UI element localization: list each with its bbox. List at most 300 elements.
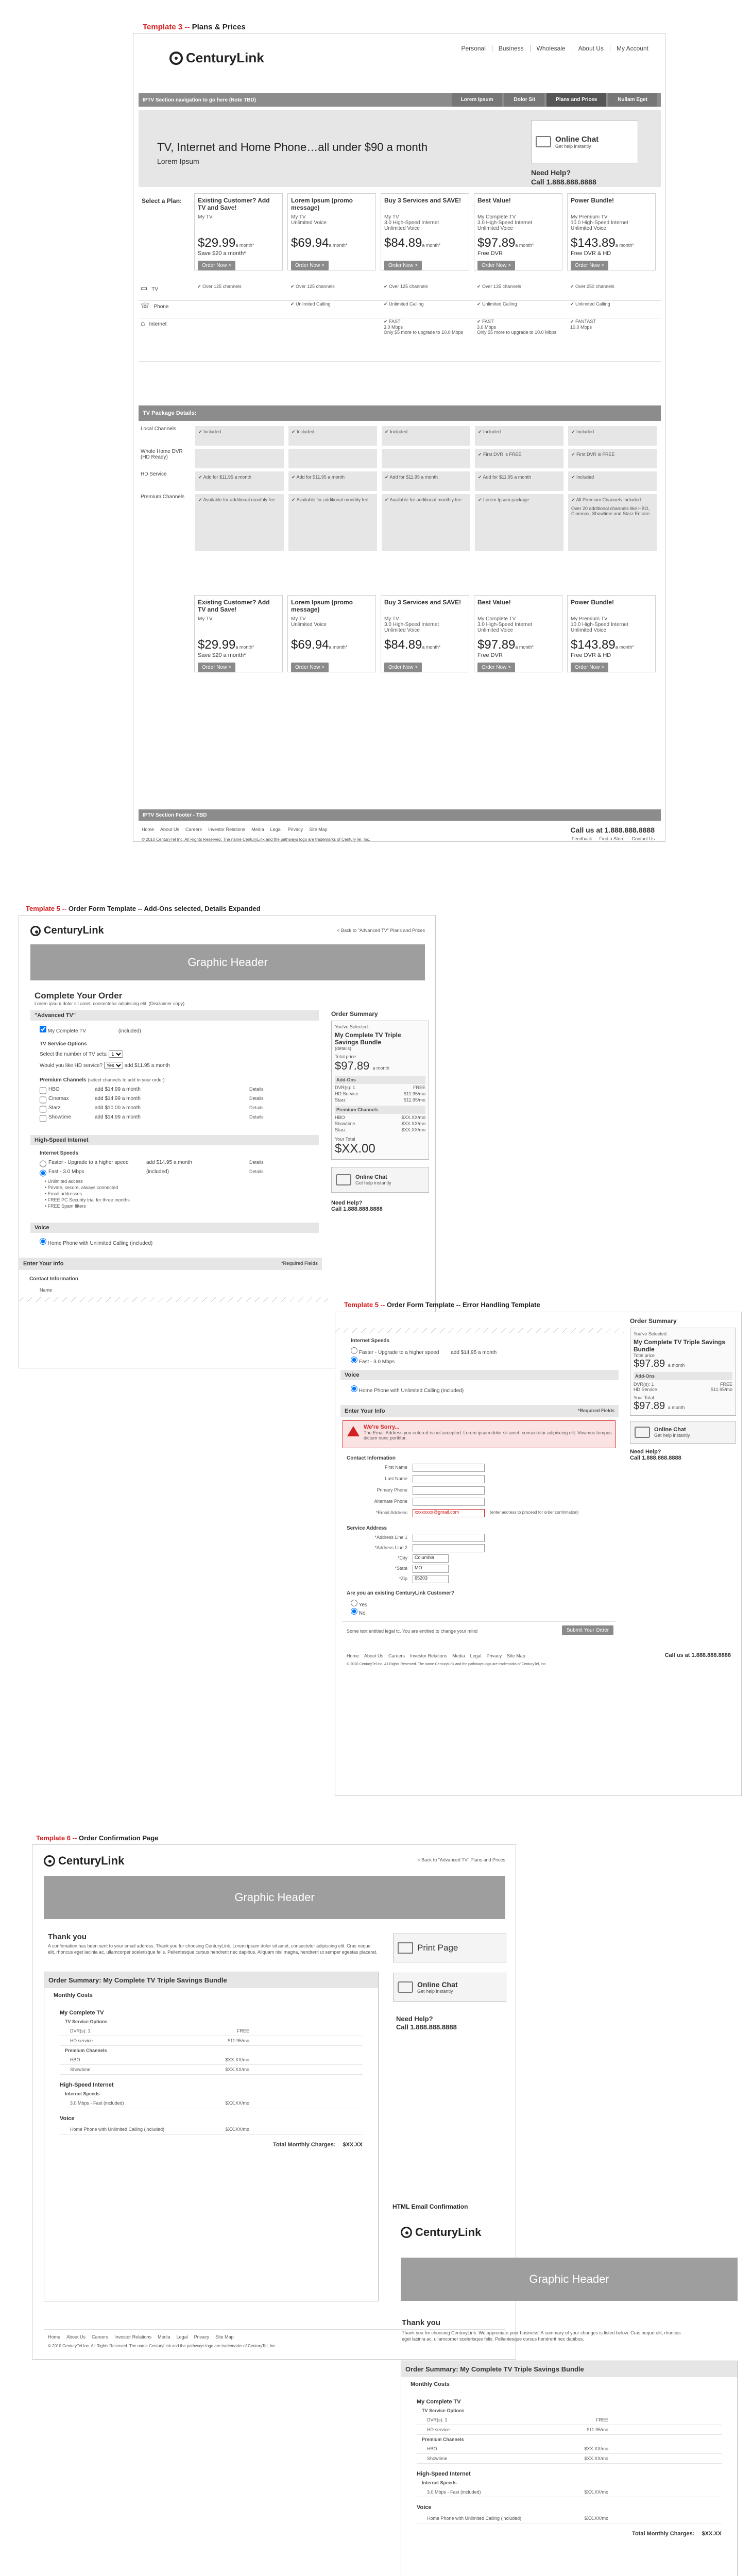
field-label: *Address Line 1 <box>374 1535 407 1540</box>
check-icon: ✔ <box>478 429 484 434</box>
order-now-button[interactable]: Order Now > <box>384 663 422 672</box>
grand-total: $97.89 <box>634 1400 665 1412</box>
check-icon: ✔ <box>290 284 296 289</box>
package-cell: ✔ Included <box>568 426 657 446</box>
item-complete-tv[interactable]: My Complete TV (included) <box>40 1026 141 1034</box>
plan-note <box>384 652 466 660</box>
brand-logo: CenturyLink <box>415 2226 482 2239</box>
footer-link[interactable]: Legal <box>470 1653 482 1658</box>
existing-yes[interactable]: Yes <box>351 1600 367 1608</box>
plan-note <box>384 250 466 259</box>
top-nav-item[interactable]: Wholesale <box>530 45 572 52</box>
contact-field[interactable] <box>413 1475 485 1483</box>
footer-link[interactable]: Investor Relations <box>114 2334 152 2340</box>
package-cell <box>195 449 284 468</box>
opt-tv-sets: Select the number of TV sets: 1 <box>40 1050 123 1058</box>
package-details-bar: TV Package Details: <box>139 405 661 421</box>
address-field[interactable]: Columbia <box>413 1554 449 1563</box>
address-field[interactable]: 65203 <box>413 1575 449 1583</box>
graphic-header: Graphic Header <box>30 944 425 980</box>
plan-name: Best Value! <box>477 599 511 606</box>
summary-line: DVR(s): 1 FREE <box>417 2415 722 2425</box>
top-nav-item[interactable]: My Account <box>610 45 655 52</box>
hd-select[interactable] <box>104 1062 123 1069</box>
field-label: *Zip <box>399 1576 407 1581</box>
plan-name: Best Value! <box>477 197 511 204</box>
contact-field[interactable]: xxxxxxxx@gmail.com <box>413 1509 485 1517</box>
plan-card: Buy 3 Services and SAVE! My TV 3.0 High-Speed Internet Unlimited Voice $84.89a month* Order Now > <box>381 595 469 672</box>
section-tab[interactable]: Plans and Prices <box>546 93 606 107</box>
voice-radio[interactable] <box>40 1238 46 1245</box>
monthly-costs: Monthly Costs <box>54 1992 93 1998</box>
order-now-button[interactable]: Order Now > <box>291 663 329 672</box>
warning-icon <box>347 1426 360 1436</box>
feature-cell: ✔ Over 125 channels <box>384 284 428 289</box>
printer-icon <box>398 1942 413 1954</box>
summary-line: DVR(s): 1 FREE <box>60 2026 363 2036</box>
top-nav-item[interactable]: About Us <box>572 45 610 52</box>
speed-radio[interactable] <box>40 1160 46 1168</box>
footer-link[interactable]: Home <box>347 1653 360 1658</box>
feature-cell: ✔ Over 125 channels <box>290 284 335 289</box>
section-nav-label: IPTV Section navigation to go here (Note TBD) <box>143 97 257 103</box>
summary-line: DVR(s): 1 FREE <box>335 1085 425 1090</box>
package-cell: ✔ Add for $11.95 a month <box>382 471 470 491</box>
contact-title: Contact Information <box>347 1455 396 1461</box>
price-per: a month* <box>422 243 441 248</box>
feature-cell: ✔ FAST 3.0 Mbps Only $5 more to upgrade to 10.0 Mbps <box>384 319 464 335</box>
package-cell: ✔ Included <box>568 471 657 491</box>
footer-link[interactable]: Site Map <box>309 827 328 832</box>
check-icon: ✔ <box>477 319 483 324</box>
order-now-button[interactable]: Order Now > <box>198 663 235 672</box>
speeds-title: Internet Speeds <box>40 1150 79 1156</box>
back-link[interactable]: < Back to "Advanced TV" Plans and Prices <box>417 1857 505 1862</box>
internet-icon: ⌂ <box>141 319 145 327</box>
check-icon: ✔ <box>292 429 297 434</box>
email-page <box>391 2215 747 2576</box>
plan-card: Lorem Ipsum (promo message) My TV Unlimited Voice $69.94a month* Order Now > <box>287 595 376 672</box>
section-tab[interactable]: Dolor Sit <box>504 93 544 107</box>
section-tab[interactable]: Nullam Eget <box>608 93 657 107</box>
thank-you-copy: Thank you for choosing CenturyLink. We appreciate your business! A summary of your changes is listed below. Cras neque elit, rhoncus eget lacinia ac, ullamcorper scelerisque felis. Pellentesque cursus hendrerit nec dapibus. <box>402 2330 681 2342</box>
top-nav-item[interactable]: Business <box>492 45 530 52</box>
summary-line: HBO $XX.XX/mo <box>335 1115 425 1120</box>
order-now-button[interactable]: Order Now > <box>477 663 515 672</box>
chat-sub: Get help instantly <box>555 143 591 149</box>
service-address-title: Service Address <box>347 1526 387 1531</box>
plan-note: Free DVR & HD <box>571 250 611 257</box>
plan-items: My TV 3.0 High-Speed Internet Unlimited Voice <box>384 616 439 633</box>
logo-icon <box>30 926 41 936</box>
plan-price: $84.89 <box>384 236 422 250</box>
order-summary-title: Order Summary: My Complete TV Triple Savings Bundle <box>44 1972 378 1988</box>
footer-link[interactable]: Contact Us <box>631 836 655 841</box>
chat-icon <box>635 1427 650 1438</box>
speed-radio[interactable] <box>351 1357 357 1363</box>
contact-title: Contact Information <box>29 1276 78 1282</box>
summary-line: Home Phone with Unlimited Calling (included) $XX.XX/mo <box>60 2125 363 2134</box>
complete-tv-checkbox[interactable] <box>40 1026 46 1032</box>
plan-items: My TV 3.0 High-Speed Internet Unlimited Voice <box>384 214 439 231</box>
brand-logo[interactable]: CenturyLink <box>58 1854 125 1867</box>
premium-title: Premium Channels <box>40 1077 87 1083</box>
section-footer-bar: IPTV Section Footer - TBD <box>139 809 661 821</box>
check-icon: ✔ <box>198 497 203 502</box>
feature-cell: ✔ Over 250 channels <box>570 284 614 289</box>
details-link[interactable]: Details <box>249 1105 264 1110</box>
total-row: Total Monthly Charges: $XX.XX <box>273 2142 363 2148</box>
footer-link[interactable]: About Us <box>66 2334 86 2340</box>
plan-items: My TV Unlimited Voice <box>291 616 327 628</box>
field-label: *State <box>395 1566 407 1571</box>
footer-link[interactable]: Home <box>48 2334 61 2340</box>
order-now-button[interactable]: Order Now > <box>198 261 235 270</box>
summary-line: HD service $11.95/mo <box>417 2425 722 2435</box>
speed-radio[interactable] <box>351 1347 357 1354</box>
footer-link[interactable]: Investor Relations <box>410 1653 448 1658</box>
footer-link[interactable]: Feedback <box>571 836 592 841</box>
summary-section: High-Speed Internet <box>417 2471 471 2477</box>
submit-order-button[interactable]: Submit Your Order <box>562 1625 613 1635</box>
back-link[interactable]: < Back to "Advanced TV" Plans and Prices <box>337 928 425 933</box>
template6-title: Template 6 -- Order Confirmation Page <box>36 1834 159 1842</box>
check-icon: ✔ <box>571 497 576 502</box>
plan-name: Power Bundle! <box>571 197 614 204</box>
summary-line: HD service $11.95/mo <box>60 2036 363 2046</box>
channel-checkbox[interactable] <box>40 1087 46 1095</box>
speed-option[interactable]: Fast - 3.0 Mbps (included) Details <box>40 1169 318 1177</box>
footer-link[interactable]: Media <box>158 2334 170 2340</box>
summary-subsection: Internet Speeds <box>65 2091 100 2096</box>
footer-link[interactable]: About Us <box>160 827 180 832</box>
channel-checkbox[interactable] <box>40 1096 46 1104</box>
order-now-button[interactable]: Order Now > <box>477 261 515 270</box>
error-message <box>343 1420 616 1448</box>
plan-name: Lorem Ipsum (promo message) <box>291 197 353 211</box>
field-label: *Address Line 2 <box>374 1545 407 1550</box>
details-link[interactable]: Details <box>249 1169 264 1174</box>
price-per: a month* <box>329 243 348 248</box>
summary-section: High-Speed Internet <box>60 2082 114 2088</box>
details-link[interactable]: Details <box>249 1160 264 1165</box>
plan-card <box>381 193 469 270</box>
hero-headline: TV, Internet and Home Phone…all under $90 a month <box>157 141 428 154</box>
check-icon: ✔ <box>570 284 576 289</box>
plan-name: Existing Customer? Add TV and Save! <box>198 599 270 613</box>
footer-link[interactable]: Media <box>452 1653 465 1658</box>
footer-link[interactable]: Investor Relations <box>208 827 246 832</box>
help-phone: Call 1.888.888.8888 <box>396 2023 457 2031</box>
check-icon: ✔ <box>292 497 297 502</box>
plan-price: $69.94 <box>291 236 329 250</box>
section-advanced-tv: "Advanced TV" <box>30 1010 319 1021</box>
order-summary: Order Summary You've Selected: My Complete TV Triple Savings Bundle (details) Total price $97.89 a month Add-Ons DVR(s): 1 FREE HD Service $11.95/mo Starz $11.95/mo Premium Channels HBO $XX.XX/mo Showtime $XX.XX/mo Starz $XX.XX/mo Your Total $XX.00 Online Chat Get help instantly Need Help? Call 1.888.888.8888 <box>331 1010 429 1212</box>
tv-icon: ▭ <box>141 284 148 292</box>
footer-copyright: © 2010 CenturyTel Inc. All Rights Reserved. The name CenturyLink and the pathways logo are trademarks of CenturyTel, Inc. <box>142 837 370 842</box>
plan-card: Existing Customer? Add TV and Save! My TV $29.99a month* Save $20 a month* Order Now > <box>194 595 283 672</box>
premium-channel-row[interactable]: Showtime add $14.99 a month Details <box>40 1114 318 1123</box>
enter-info-bar: Enter Your Info *Required Fields <box>19 1258 322 1270</box>
print-page-button[interactable]: Print Page <box>393 1934 506 1962</box>
package-cell: ✔ Included <box>288 426 377 446</box>
plan-note: Save $20 a month* <box>198 652 246 658</box>
address-field[interactable]: MO <box>413 1565 449 1573</box>
plan-price: $97.89 <box>477 236 516 250</box>
plan-name: Power Bundle! <box>571 599 614 606</box>
check-icon: ✔ <box>570 301 576 307</box>
address-field[interactable] <box>413 1534 485 1542</box>
plan-note: Save $20 a month* <box>198 250 246 257</box>
package-row-label: Premium Channels <box>141 494 185 500</box>
premium-channel-row[interactable]: Starz add $10.00 a month Details <box>40 1105 318 1113</box>
tv-options-title: TV Service Options <box>40 1041 87 1047</box>
order-summary-box <box>401 2361 738 2576</box>
plan-note: Free DVR <box>477 652 503 658</box>
footer-link[interactable]: Careers <box>185 827 202 832</box>
top-nav-item[interactable]: Personal <box>461 45 486 52</box>
feature-bullet: • FREE Spam filters <box>45 1204 86 1209</box>
feature-cell: ✔ FANTAST 10.0 Mbps <box>570 319 596 330</box>
speed-option[interactable]: Faster - Upgrade to a higher speed add $14.95 a month Details <box>40 1160 318 1168</box>
check-icon: ✔ <box>570 319 576 324</box>
online-chat-button[interactable]: Online Chat Get help instantly <box>630 1421 736 1444</box>
total-price: $97.89 <box>335 1059 370 1072</box>
online-chat-button[interactable] <box>531 120 638 163</box>
premium-summary-title: Premium Channels <box>335 1106 425 1114</box>
footer-copyright: © 2010 CenturyTel Inc. All Rights Reserved. The name CenturyLink and the pathways logo are trademarks of CenturyTel, Inc. <box>347 1663 547 1666</box>
summary-subsection: TV Service Options <box>65 2019 108 2024</box>
monthly-costs: Monthly Costs <box>411 2381 450 2387</box>
footer-link[interactable]: Privacy <box>287 827 303 832</box>
template5-page <box>19 915 436 1368</box>
summary-subsection: Premium Channels <box>422 2437 464 2442</box>
template5b-page <box>335 1312 742 1796</box>
footer-link[interactable]: Home <box>142 827 155 832</box>
field-label: Alternate Phone <box>374 1499 407 1504</box>
feature-cell: ✔ FAST 3.0 Mbps Only $5 more to upgrade to 10.0 Mbps <box>477 319 557 335</box>
package-cell: ✔ Included <box>475 426 563 446</box>
need-help: Need Help? <box>396 2015 433 2023</box>
package-cell: ✔ Available for additional monthly fee <box>288 494 377 551</box>
plan-items: My Complete TV 3.0 High-Speed Internet Unlimited Voice <box>477 616 533 633</box>
plan-items: My TV Unlimited Voice <box>291 214 327 226</box>
speed-fast[interactable]: Fast - 3.0 Mbps <box>351 1357 395 1365</box>
footer-link[interactable]: Find a Store <box>599 836 625 841</box>
summary-line: 3.0 Mbps - Fast (included) $XX.XX/mo <box>60 2098 363 2108</box>
contact-field[interactable] <box>413 1464 485 1472</box>
check-icon: ✔ <box>478 497 484 502</box>
chat-icon <box>398 1981 413 1993</box>
footer-link[interactable]: Legal <box>270 827 282 832</box>
footer-link[interactable]: Privacy <box>194 2334 210 2340</box>
brand-logo[interactable]: CenturyLink <box>44 925 104 936</box>
plan-price: $29.99 <box>198 236 236 250</box>
package-cell: ✔ Available for additional monthly fee <box>195 494 284 551</box>
summary-line: Home Phone with Unlimited Calling (included) $XX.XX/mo <box>417 2514 722 2523</box>
help-phone: Call 1.888.888.8888 <box>331 1206 383 1212</box>
plan-card: Power Bundle! My Premium TV 10.0 High-Speed Internet Unlimited Voice $143.89a month* Free DVR & HD Order Now > <box>567 595 656 672</box>
details-link[interactable]: Details <box>249 1114 264 1120</box>
premium-channel-row[interactable]: Cinemax add $14.99 a month Details <box>40 1096 318 1104</box>
speed-faster[interactable]: Faster - Upgrade to a higher speed add $14.95 a month <box>351 1347 497 1355</box>
enter-info-bar: Enter Your Info *Required Fields <box>340 1405 619 1417</box>
plan-price: $69.94 <box>291 638 329 652</box>
plan-items: My Premium TV 10.0 High-Speed Internet Unlimited Voice <box>571 616 628 633</box>
order-summary-box <box>44 1972 379 2301</box>
tv-sets-select[interactable] <box>109 1050 123 1058</box>
logo-icon <box>169 52 183 65</box>
field-label: First Name <box>384 1465 407 1470</box>
order-now-button[interactable]: Order Now > <box>291 261 329 270</box>
summary-line: Starz $XX.XX/mo <box>335 1127 425 1132</box>
feature-cell: ✔ Unlimited Calling <box>290 301 331 307</box>
feature-bullet: • Email addresses <box>45 1191 82 1196</box>
feature-cell: ✔ Over 125 channels <box>197 284 242 289</box>
summary-line: Showtime $XX.XX/mo <box>417 2454 722 2464</box>
footer-call: Call us at 1.888.888.8888 <box>570 826 655 834</box>
summary-section: Voice <box>60 2115 75 2122</box>
order-summary: Order Summary You've Selected: My Complete TV Triple Savings Bundle Total price $97.89 a month Add-Ons DVR(s): 1 FREE HD Service $11.95/mo Your Total $97.89 a month Online Chat Get help instantly Need Help? Call 1.888.888.8888 <box>630 1317 736 1461</box>
premium-channel-row[interactable]: HBO add $14.99 a month Details <box>40 1087 318 1095</box>
summary-line: HBO $XX.XX/mo <box>60 2055 363 2065</box>
package-cell: ✔ Add for $11.95 a month <box>195 471 284 491</box>
plan-price: $84.89 <box>384 638 422 652</box>
online-chat-button[interactable]: Online Chat Get help instantly <box>331 1167 429 1193</box>
email-hint: (enter address to proceed for order confirmation) <box>490 1510 579 1515</box>
no-radio[interactable] <box>351 1608 357 1615</box>
grand-label: Your Total <box>335 1137 355 1142</box>
field-label: Last Name <box>385 1476 407 1481</box>
check-icon: ✔ <box>478 474 483 480</box>
footer-link[interactable]: Careers <box>388 1653 405 1658</box>
package-cell <box>382 449 470 468</box>
plan-card <box>287 193 376 270</box>
thank-you-heading: Thank you <box>48 1933 87 1941</box>
footer-link[interactable]: Privacy <box>486 1653 502 1658</box>
brand-logo[interactable]: CenturyLink <box>169 50 264 66</box>
footer-link[interactable]: Site Map <box>215 2334 234 2340</box>
summary-line: 3.0 Mbps - Fast (included) $XX.XX/mo <box>417 2487 722 2497</box>
footer-link[interactable]: Legal <box>176 2334 188 2340</box>
check-icon: ✔ <box>384 301 389 307</box>
plan-card <box>194 193 283 270</box>
package-cell: ✔ Included <box>382 426 470 446</box>
check-icon: ✔ <box>198 474 203 480</box>
package-cell: ✔ Included <box>195 426 284 446</box>
existing-customer-question: Are you an existing CenturyLink Customer? <box>347 1590 454 1596</box>
contact-field[interactable] <box>413 1498 485 1506</box>
order-now-button[interactable]: Order Now > <box>571 663 608 672</box>
thank-you-copy: A confirmation has been sent to your email address. Thank you for choosing CenturyLink. Lorem ipsum dolor sit amet, consectetur adipiscing elit. Cras neque elit, rhoncus eget lacinia ac, ullamcorper scelerisque felis. Pellentesque cursus hendrerit nec dapibus. Aliquam nisi magna, hendrerit ut semper egestas placerat. <box>48 1943 378 1955</box>
thank-you-heading: Thank you <box>402 2318 441 2327</box>
plan-note: Free DVR <box>477 250 503 257</box>
plan-name: Buy 3 Services and SAVE! <box>384 599 462 606</box>
chat-icon <box>536 136 551 147</box>
plan-note: Free DVR & HD <box>571 652 611 658</box>
section-voice: Voice <box>30 1223 319 1233</box>
page-heading: Complete Your Order <box>35 991 123 1001</box>
package-row-label: Local Channels <box>141 426 176 432</box>
feature-bullet: • Unlimited access <box>45 1179 83 1184</box>
order-now-button[interactable]: Order Now > <box>384 261 422 270</box>
feature-row-tv: ▭ TV <box>141 284 159 292</box>
details-link[interactable]: Details <box>249 1096 264 1101</box>
total-price: $97.89 <box>634 1358 665 1369</box>
order-now-button[interactable]: Order Now > <box>571 261 608 270</box>
online-chat-button[interactable]: Online Chat Get help instantly <box>393 1973 506 2002</box>
channel-checkbox[interactable] <box>40 1114 46 1123</box>
voice-item[interactable]: Home Phone with Unlimited Calling (included) <box>351 1385 464 1394</box>
section-tab[interactable]: Lorem Ipsum <box>452 93 503 107</box>
error-title: We're Sorry... <box>364 1424 400 1430</box>
voice-radio[interactable] <box>351 1385 357 1392</box>
feature-bullet: • Private, secure, always connected <box>45 1185 118 1190</box>
contact-field[interactable] <box>413 1486 485 1495</box>
check-icon: ✔ <box>478 452 484 457</box>
template3-page <box>133 33 665 842</box>
package-cell: ✔ First DVR is FREE <box>568 449 657 468</box>
footer-link[interactable]: Media <box>251 827 264 832</box>
feature-cell: ✔ Over 135 channels <box>477 284 521 289</box>
total-value: $XX.XX <box>343 2142 363 2148</box>
need-help: Need Help? <box>531 168 571 177</box>
help-phone: Call 1.888.888.8888 <box>531 178 596 186</box>
selected-label: You've Selected: <box>335 1024 369 1029</box>
check-icon: ✔ <box>571 452 577 457</box>
feature-cell: ✔ Unlimited Calling <box>570 301 610 307</box>
intro-text: Lorem ipsum dolor sit amet, consectetur adipiscing elit. (Disclaimer copy) <box>35 1001 185 1006</box>
channel-checkbox[interactable] <box>40 1105 46 1113</box>
hero-banner <box>139 110 661 187</box>
template5-title: Template 5 -- Order Form Template -- Add-Ons selected, Details Expanded <box>26 905 261 912</box>
address-field[interactable] <box>413 1544 485 1552</box>
feature-row-phone: ☏ Phone <box>141 301 169 310</box>
summary-line: HBO $XX.XX/mo <box>417 2444 722 2454</box>
check-icon: ✔ <box>477 301 483 307</box>
check-icon: ✔ <box>571 474 577 480</box>
plan-items: My TV <box>198 214 213 220</box>
email-title: HTML Email Confirmation <box>392 2203 468 2210</box>
footer-link[interactable]: Site Map <box>507 1653 525 1658</box>
summary-title: Order Summary <box>331 1010 378 1018</box>
yes-radio[interactable] <box>351 1600 357 1606</box>
grand-total: $XX.00 <box>335 1142 375 1156</box>
total-row: Total Monthly Charges: $XX.XX <box>632 2531 722 2537</box>
speeds-title: Internet Speeds <box>351 1338 390 1344</box>
footer-copyright: © 2010 CenturyTel Inc. All Rights Reserved. The name CenturyLink and the pathways logo are trademarks of CenturyTel, Inc. <box>48 2344 277 2348</box>
speed-radio[interactable] <box>40 1169 46 1177</box>
price-per: a month* <box>515 243 534 248</box>
section-hsi: High-Speed Internet <box>30 1135 319 1145</box>
package-extra: Over 20 additional channels like HBO, Cinemax, Showtime and Starz Encore <box>571 506 650 516</box>
total-label: Total price <box>335 1054 356 1059</box>
package-cell: ✔ Add for $11.95 a month <box>475 471 563 491</box>
plan-card <box>567 193 656 270</box>
package-row-label: HD Service <box>141 471 167 477</box>
bundle-details[interactable]: (details) <box>335 1046 352 1051</box>
voice-item[interactable]: Home Phone with Unlimited Calling (included) <box>40 1238 152 1246</box>
footer-link[interactable]: Careers <box>92 2334 109 2340</box>
graphic-header: Graphic Header <box>401 2258 738 2301</box>
footer-link[interactable]: About Us <box>364 1653 384 1658</box>
existing-no[interactable]: No <box>351 1608 366 1616</box>
summary-subsection: Internet Speeds <box>422 2480 457 2485</box>
check-icon: ✔ <box>477 284 483 289</box>
logo-icon <box>44 1855 55 1867</box>
details-link[interactable]: Details <box>249 1087 264 1092</box>
package-cell: ✔ All Premium Channels Included Over 20 additional channels like HBO, Cinemax, Showtime and Starz Encore <box>568 494 657 551</box>
